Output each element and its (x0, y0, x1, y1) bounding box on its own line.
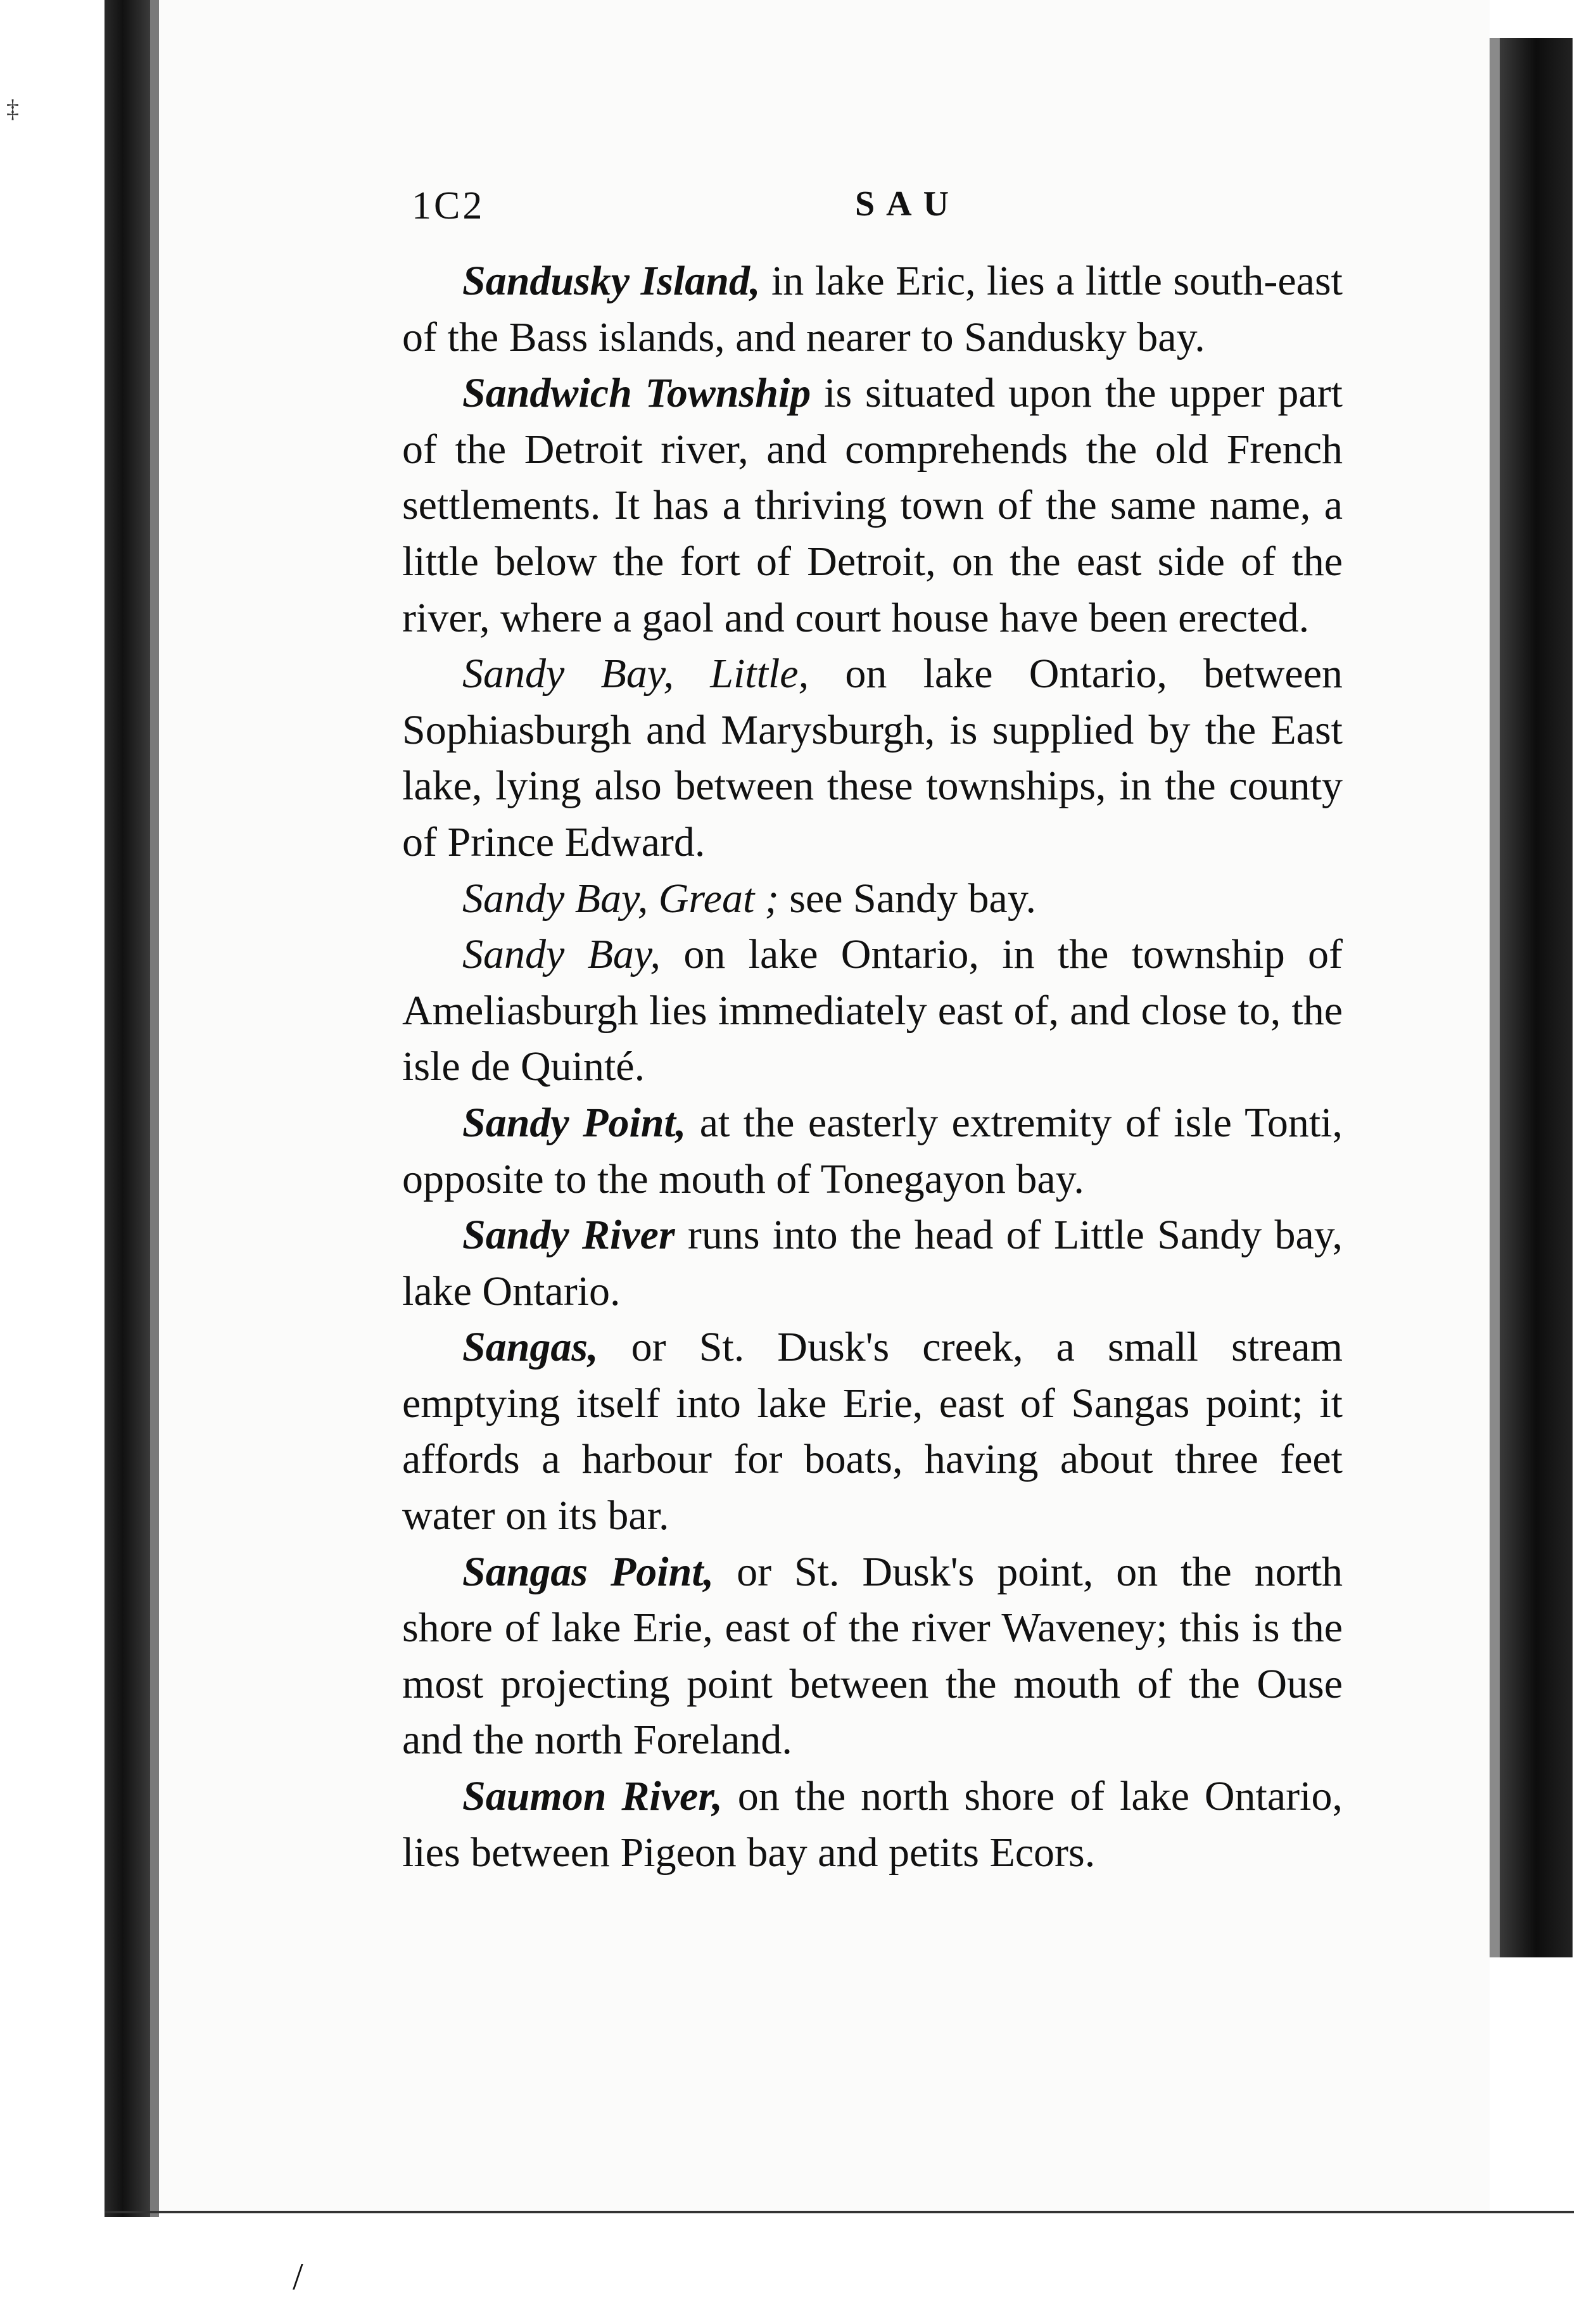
entry-headword: Sandusky Island, (462, 258, 761, 304)
entry-sandy-river (402, 1207, 1343, 1319)
entry-text: runs into the head of Little Sandy bay, lake Ontario. (402, 1212, 1343, 1314)
margin-mark-top: ‡ (6, 94, 19, 123)
entry-text: is situated upon the upper part of the Detroit river, and comprehends the old French settlements. It has a thriving town of the same name, a little below the fort of Detroit, on the east side of the river, where a gaol and court house have been erected. (402, 370, 1343, 641)
entry-sandy-bay (402, 927, 1343, 1095)
entry-sandy-bay-great (402, 871, 1343, 927)
entry-headword: Sandy Bay, Little, (462, 651, 809, 697)
running-head (412, 184, 1362, 241)
entry-headword: Sandy Bay, Great ; (462, 875, 779, 922)
entry-headword: Sandy Bay, (462, 931, 661, 978)
gazetteer-text (402, 253, 1343, 1881)
entry-text: in lake Eric, lies a little south-east of the Bass islands, and nearer to Sandusky bay. (402, 258, 1343, 360)
entry-text: or St. Dusk's point, on the north shore of lake Erie, east of the river Waveney; this is the most projecting point between the mouth of the Ouse and the north Foreland. (402, 1548, 1343, 1764)
entry-text: on lake Ontario, in the township of Ameliasburgh lies immediately east of, and close to, the isle de Quinté. (402, 931, 1343, 1090)
entry-text: at the easterly extremity of isle Tonti, opposite to the mouth of Tonegayon bay. (402, 1099, 1343, 1202)
entry-sandusky-island (402, 253, 1343, 366)
left-page-edge (150, 0, 159, 2217)
entry-sangas-point (402, 1544, 1343, 1769)
entry-headword: Sangas Point, (462, 1548, 714, 1595)
entry-sandy-bay-little (402, 646, 1343, 870)
entry-headword: Sangas, (462, 1324, 598, 1371)
entry-text: on the north shore of lake Ontario, lies between Pigeon bay and petits Ecors. (402, 1773, 1343, 1876)
entry-headword: Sandy Point, (462, 1099, 687, 1146)
entry-text: on lake Ontario, between Sophiasburgh and Marysburgh, is supplied by the East lake, lying also between these townships, in the county of Prince Edward. (402, 651, 1343, 865)
entry-saumon-river (402, 1769, 1343, 1881)
page-number: 1C2 (412, 184, 485, 227)
running-head-word: SAU (855, 184, 961, 224)
right-binding-edge (1500, 38, 1573, 1957)
margin-mark-bottom: / (293, 2256, 303, 2298)
entry-headword: Sandwich Township (462, 370, 811, 417)
right-page-edge (1490, 38, 1500, 1957)
entry-sandy-point (402, 1095, 1343, 1207)
entry-sangas (402, 1319, 1343, 1544)
entry-headword: Sandy River (462, 1212, 675, 1259)
left-binding-edge (104, 0, 150, 2217)
entry-text: see Sandy bay. (778, 875, 1037, 922)
entry-headword: Saumon River, (462, 1773, 723, 1820)
entry-text: or St. Dusk's creek, a small stream emptying itself into lake Erie, east of Sangas point; it affords a harbour for boats, having about three feet water on its bar. (402, 1324, 1343, 1539)
entry-sandwich-township (402, 366, 1343, 646)
page-bottom-edge (104, 2211, 1574, 2213)
